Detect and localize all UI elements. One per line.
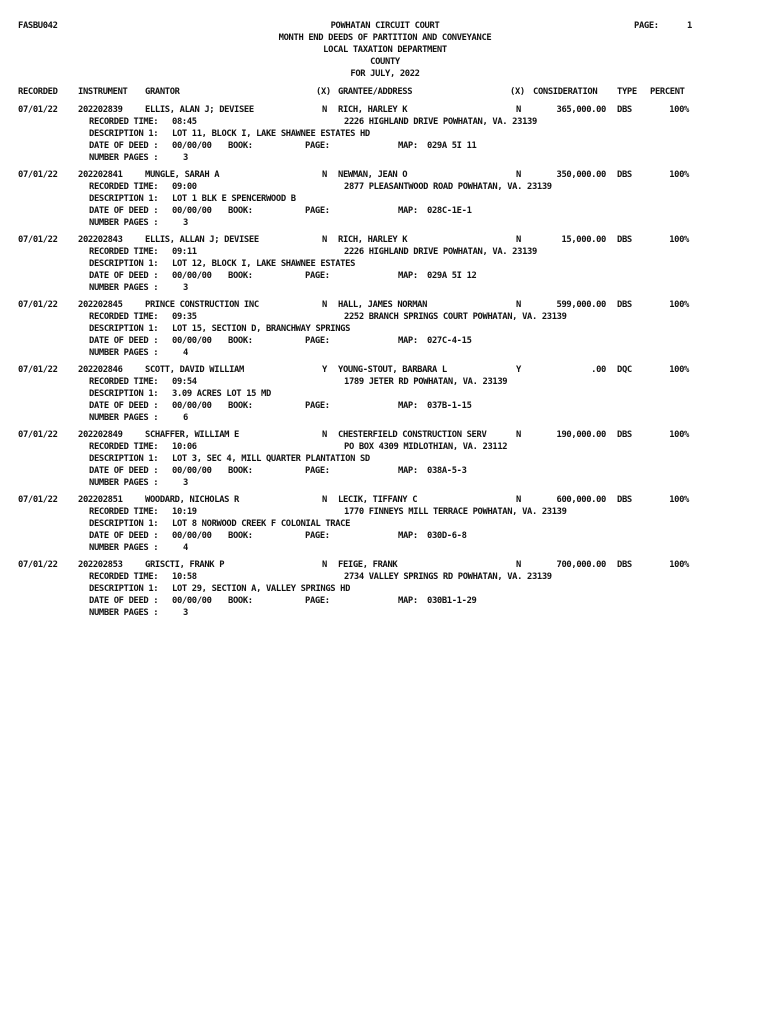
record-book-label: BOOK:	[228, 271, 253, 281]
record-deed-date: 00/00/00	[172, 466, 212, 476]
record-time-label: RECORDED TIME:	[89, 442, 159, 452]
record-time-label: RECORDED TIME:	[89, 182, 159, 192]
record-grantee-address: 2877 PLEASANTWOOD ROAD POWHATAN, VA. 23139	[344, 182, 552, 192]
record-recorded-date: 07/01/22	[18, 430, 58, 440]
record-grantee-address: PO BOX 4309 MIDLOTHIAN, VA. 23112	[344, 442, 508, 452]
record-description: LOT 11, BLOCK I, LAKE SHAWNEE ESTATES HD	[172, 129, 370, 139]
record-percent: 100%	[669, 105, 689, 115]
record-grantee: FEIGE, FRANK	[338, 560, 398, 570]
court-name: POWHATAN CIRCUIT COURT	[330, 21, 440, 31]
department: LOCAL TAXATION DEPARTMENT	[323, 45, 447, 55]
record-recorded-date: 07/01/22	[18, 235, 58, 245]
record-page-label: PAGE:	[305, 141, 330, 151]
report-title: MONTH END DEEDS OF PARTITION AND CONVEYANCE	[278, 33, 492, 43]
col-instrument: INSTRUMENT	[78, 87, 128, 97]
record-book-label: BOOK:	[228, 531, 253, 541]
record-grantee: RICH, HARLEY K	[338, 235, 408, 245]
record-percent: 100%	[669, 495, 689, 505]
record-description-label: DESCRIPTION 1:	[89, 519, 159, 529]
record-grantee-flag: N	[516, 235, 521, 245]
record-grantor: PRINCE CONSTRUCTION INC	[145, 300, 259, 310]
record-grantor: MUNGLE, SARAH A	[145, 170, 220, 180]
record-number-pages-label: NUMBER PAGES :	[89, 218, 159, 228]
record-percent: 100%	[669, 430, 689, 440]
record-grantee-address: 1770 FINNEYS MILL TERRACE POWHATAN, VA. 23139	[344, 507, 567, 517]
record-grantee-address: 2226 HIGHLAND DRIVE POWHATAN, VA. 23139	[344, 247, 537, 257]
record-description-label: DESCRIPTION 1:	[89, 389, 159, 399]
report-id: FASBU042	[18, 21, 58, 31]
record-grantor-flag: N	[322, 235, 327, 245]
record-book-label: BOOK:	[228, 206, 253, 216]
record-grantee: YOUNG-STOUT, BARBARA L	[338, 365, 447, 375]
record-deed-type: DBS	[617, 300, 632, 310]
record-number-pages-label: NUMBER PAGES :	[89, 283, 159, 293]
record-map-label: MAP:	[398, 401, 418, 411]
record-recorded-date: 07/01/22	[18, 300, 58, 310]
record-deed-date: 00/00/00	[172, 401, 212, 411]
record-consideration: .00	[591, 365, 606, 375]
report-period: FOR JULY, 2022	[350, 69, 420, 79]
record-time: 10:58	[172, 572, 197, 582]
record-grantor-flag: N	[322, 170, 327, 180]
record-consideration: 190,000.00	[556, 430, 606, 440]
record-map-label: MAP:	[398, 206, 418, 216]
record-percent: 100%	[669, 170, 689, 180]
record-recorded-date: 07/01/22	[18, 365, 58, 375]
record-consideration: 365,000.00	[556, 105, 606, 115]
record-map: 038A-5-3	[427, 466, 467, 476]
record-description: LOT 8 NORWOOD CREEK F COLONIAL TRACE	[172, 519, 351, 529]
record-deed-type: DQC	[617, 365, 632, 375]
record-description-label: DESCRIPTION 1:	[89, 454, 159, 464]
record-number-pages: 3	[183, 283, 188, 293]
record-map-label: MAP:	[398, 466, 418, 476]
record-deed-type: DBS	[617, 495, 632, 505]
record-grantee-flag: Y	[516, 365, 521, 375]
record-grantor-flag: N	[322, 495, 327, 505]
record-number-pages-label: NUMBER PAGES :	[89, 478, 159, 488]
record-grantee: HALL, JAMES NORMAN	[338, 300, 428, 310]
record-deed-type: DBS	[617, 430, 632, 440]
record-grantor: GRISCTI, FRANK P	[145, 560, 225, 570]
record-page-label: PAGE:	[305, 206, 330, 216]
record-time-label: RECORDED TIME:	[89, 572, 159, 582]
county: COUNTY	[370, 57, 400, 67]
record-grantee: CHESTERFIELD CONSTRUCTION SERV	[338, 430, 487, 440]
record-page-label: PAGE:	[305, 336, 330, 346]
record-instrument-number: 202202845	[78, 300, 123, 310]
record-recorded-date: 07/01/22	[18, 105, 58, 115]
record-number-pages-label: NUMBER PAGES :	[89, 348, 159, 358]
record-consideration: 15,000.00	[561, 235, 606, 245]
record-instrument-number: 202202843	[78, 235, 123, 245]
record-grantee-address: 2226 HIGHLAND DRIVE POWHATAN, VA. 23139	[344, 117, 537, 127]
record-map: 030B1-1-29	[427, 596, 477, 606]
record-deed-type: DBS	[617, 560, 632, 570]
record-time: 09:11	[172, 247, 197, 257]
record-consideration: 600,000.00	[556, 495, 606, 505]
record-deed-date: 00/00/00	[172, 336, 212, 346]
record-number-pages-label: NUMBER PAGES :	[89, 543, 159, 553]
record-grantor: ELLIS, ALLAN J; DEVISEE	[145, 235, 259, 245]
record-instrument-number: 202202849	[78, 430, 123, 440]
record-deed-date: 00/00/00	[172, 596, 212, 606]
record-deed-date-label: DATE OF DEED :	[89, 141, 159, 151]
record-map-label: MAP:	[398, 596, 418, 606]
record-description-label: DESCRIPTION 1:	[89, 259, 159, 269]
record-instrument-number: 202202839	[78, 105, 123, 115]
record-time-label: RECORDED TIME:	[89, 117, 159, 127]
record-deed-date-label: DATE OF DEED :	[89, 271, 159, 281]
record-description: LOT 15, SECTION D, BRANCHWAY SPRINGS	[172, 324, 351, 334]
record-grantor: SCOTT, DAVID WILLIAM	[145, 365, 244, 375]
record-grantor-flag: N	[322, 300, 327, 310]
record-grantor: WOODARD, NICHOLAS R	[145, 495, 239, 505]
record-page-label: PAGE:	[305, 401, 330, 411]
record-deed-type: DBS	[617, 105, 632, 115]
col-grantor: GRANTOR	[145, 87, 180, 97]
record-grantor-flag: Y	[322, 365, 327, 375]
record-recorded-date: 07/01/22	[18, 495, 58, 505]
record-map: 030D-6-8	[427, 531, 467, 541]
record-time: 10:06	[172, 442, 197, 452]
record-grantee-flag: N	[516, 170, 521, 180]
record-description-label: DESCRIPTION 1:	[89, 194, 159, 204]
record-deed-date-label: DATE OF DEED :	[89, 531, 159, 541]
record-book-label: BOOK:	[228, 401, 253, 411]
record-time: 09:35	[172, 312, 197, 322]
record-instrument-number: 202202841	[78, 170, 123, 180]
record-time-label: RECORDED TIME:	[89, 377, 159, 387]
record-grantee-flag: N	[516, 105, 521, 115]
record-consideration: 350,000.00	[556, 170, 606, 180]
record-grantee-flag: N	[516, 430, 521, 440]
record-deed-date-label: DATE OF DEED :	[89, 336, 159, 346]
record-deed-date: 00/00/00	[172, 271, 212, 281]
record-book-label: BOOK:	[228, 336, 253, 346]
record-map: 037B-1-15	[427, 401, 472, 411]
record-page-label: PAGE:	[305, 531, 330, 541]
record-time: 09:00	[172, 182, 197, 192]
record-number-pages-label: NUMBER PAGES :	[89, 413, 159, 423]
record-grantee: LECIK, TIFFANY C	[338, 495, 418, 505]
record-number-pages: 4	[183, 543, 188, 553]
record-deed-date-label: DATE OF DEED :	[89, 206, 159, 216]
record-deed-date-label: DATE OF DEED :	[89, 466, 159, 476]
record-number-pages-label: NUMBER PAGES :	[89, 153, 159, 163]
record-map-label: MAP:	[398, 141, 418, 151]
record-description-label: DESCRIPTION 1:	[89, 584, 159, 594]
record-time: 08:45	[172, 117, 197, 127]
record-time: 09:54	[172, 377, 197, 387]
record-consideration: 700,000.00	[556, 560, 606, 570]
record-instrument-number: 202202851	[78, 495, 123, 505]
record-time-label: RECORDED TIME:	[89, 312, 159, 322]
record-description: 3.09 ACRES LOT 15 MD	[172, 389, 271, 399]
record-number-pages: 3	[183, 478, 188, 488]
record-grantee-flag: N	[516, 300, 521, 310]
record-number-pages: 3	[183, 153, 188, 163]
record-grantor-flag: N	[322, 105, 327, 115]
record-map-label: MAP:	[398, 531, 418, 541]
record-book-label: BOOK:	[228, 596, 253, 606]
record-description: LOT 3, SEC 4, MILL QUARTER PLANTATION SD	[172, 454, 370, 464]
record-number-pages: 3	[183, 218, 188, 228]
record-number-pages: 4	[183, 348, 188, 358]
record-deed-date: 00/00/00	[172, 141, 212, 151]
record-deed-date-label: DATE OF DEED :	[89, 596, 159, 606]
record-description: LOT 1 BLK E SPENCERWOOD B	[172, 194, 296, 204]
record-recorded-date: 07/01/22	[18, 170, 58, 180]
record-instrument-number: 202202853	[78, 560, 123, 570]
record-grantor-flag: N	[322, 430, 327, 440]
record-deed-type: DBS	[617, 170, 632, 180]
record-grantee-address: 2734 VALLEY SPRINGS RD POWHATAN, VA. 23139	[344, 572, 552, 582]
record-page-label: PAGE:	[305, 466, 330, 476]
col-grantee: GRANTEE/ADDRESS	[338, 87, 413, 97]
record-map-label: MAP:	[398, 271, 418, 281]
record-description-label: DESCRIPTION 1:	[89, 129, 159, 139]
col-consideration-x: (X)	[510, 87, 525, 97]
record-grantee-address: 1789 JETER RD POWHATAN, VA. 23139	[344, 377, 508, 387]
col-grantee-x: (X)	[316, 87, 331, 97]
record-map: 029A 5I 12	[427, 271, 477, 281]
record-map: 029A 5I 11	[427, 141, 477, 151]
record-instrument-number: 202202846	[78, 365, 123, 375]
record-percent: 100%	[669, 300, 689, 310]
record-map: 027C-4-15	[427, 336, 472, 346]
record-book-label: BOOK:	[228, 466, 253, 476]
record-grantor-flag: N	[322, 560, 327, 570]
record-description: LOT 12, BLOCK I, LAKE SHAWNEE ESTATES	[172, 259, 356, 269]
record-deed-date: 00/00/00	[172, 531, 212, 541]
record-consideration: 599,000.00	[556, 300, 606, 310]
record-grantor: ELLIS, ALAN J; DEVISEE	[145, 105, 254, 115]
record-time: 10:19	[172, 507, 197, 517]
record-number-pages: 3	[183, 608, 188, 618]
record-map-label: MAP:	[398, 336, 418, 346]
record-deed-date: 00/00/00	[172, 206, 212, 216]
record-grantee-address: 2252 BRANCH SPRINGS COURT POWHATAN, VA. 23139	[344, 312, 567, 322]
record-time-label: RECORDED TIME:	[89, 507, 159, 517]
col-percent: PERCENT	[650, 87, 685, 97]
record-number-pages-label: NUMBER PAGES :	[89, 608, 159, 618]
record-grantee-flag: N	[516, 495, 521, 505]
record-percent: 100%	[669, 560, 689, 570]
record-percent: 100%	[669, 235, 689, 245]
record-page-label: PAGE:	[305, 596, 330, 606]
record-page-label: PAGE:	[305, 271, 330, 281]
record-grantee: RICH, HARLEY K	[338, 105, 408, 115]
record-percent: 100%	[669, 365, 689, 375]
record-time-label: RECORDED TIME:	[89, 247, 159, 257]
col-type: TYPE	[617, 87, 637, 97]
record-grantor: SCHAFFER, WILLIAM E	[145, 430, 239, 440]
record-deed-date-label: DATE OF DEED :	[89, 401, 159, 411]
record-number-pages: 6	[183, 413, 188, 423]
record-book-label: BOOK:	[228, 141, 253, 151]
col-recorded: RECORDED	[18, 87, 58, 97]
record-recorded-date: 07/01/22	[18, 560, 58, 570]
page-number: 1	[687, 21, 692, 31]
record-description: LOT 29, SECTION A, VALLEY SPRINGS HD	[172, 584, 351, 594]
record-deed-type: DBS	[617, 235, 632, 245]
page-label: PAGE:	[634, 21, 659, 31]
record-map: 028C-1E-1	[427, 206, 472, 216]
record-description-label: DESCRIPTION 1:	[89, 324, 159, 334]
record-grantee-flag: N	[516, 560, 521, 570]
record-grantee: NEWMAN, JEAN O	[338, 170, 408, 180]
col-consideration: CONSIDERATION	[533, 87, 598, 97]
